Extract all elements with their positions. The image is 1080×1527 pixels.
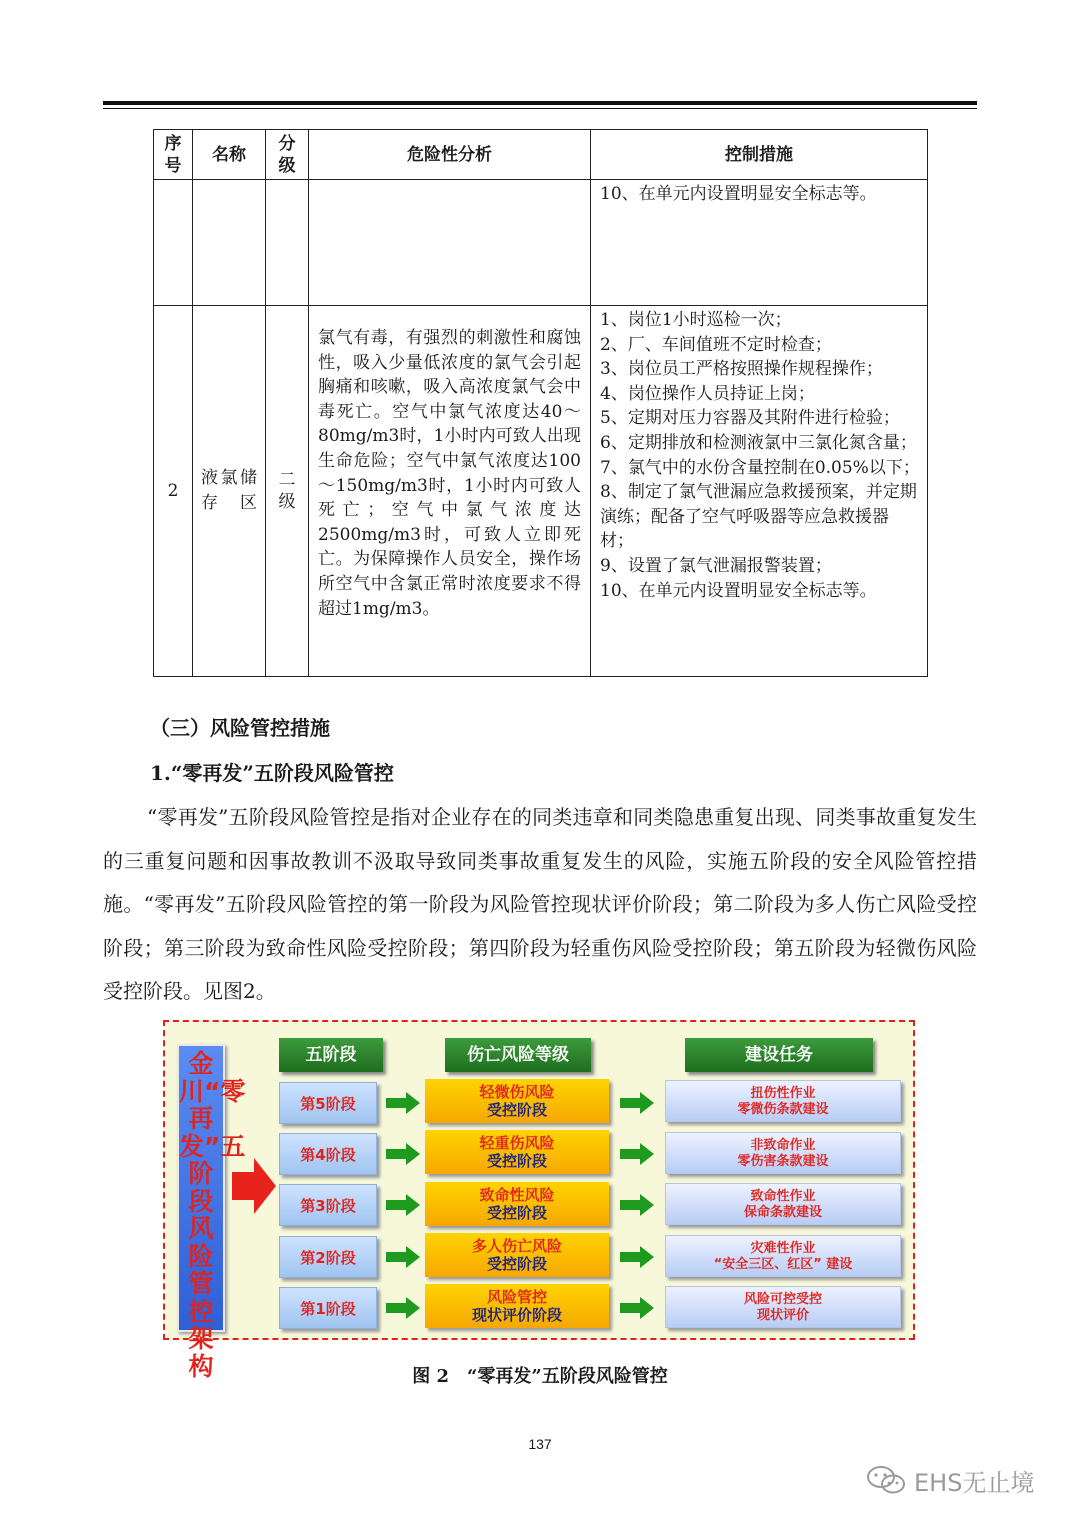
framework-title: 金川“零再发”五阶段风险管控架构 (179, 1049, 246, 1381)
green-arrow-icon (386, 1143, 420, 1165)
green-arrow-icon (386, 1246, 420, 1268)
header-no: 序号 (154, 130, 193, 180)
header-tasks: 建设任务 (685, 1038, 873, 1072)
subsection-title: 1.“零再发”五阶段风险管控 (150, 761, 394, 785)
row-grade: 二级 (266, 306, 309, 677)
table-row (154, 306, 928, 677)
watermark-text: EHS无止境 (914, 1468, 1035, 1497)
table-header-row (154, 130, 928, 180)
table-row (154, 180, 928, 306)
figure-caption: 图 2 “零再发”五阶段风险管控 (412, 1366, 668, 1387)
header-control: 控制措施 (591, 130, 928, 180)
green-arrow-icon (620, 1246, 654, 1268)
task-1: 风险可控受控 现状评价 (665, 1286, 901, 1328)
stage-3: 第3阶段 (279, 1184, 377, 1226)
control-measures-cell: 1、岗位1小时巡检一次； 2、厂、车间值班不定时检查； 3、岗位员工严格按照操作规程操作； 4、岗位操作人员持证上岗； 5、定期对压力容器及其附件进行检验； 6、定期排放和检测液氯中三氯化氮含量； 7、氯气中的水份含量控制在0.05%以下； 8、制定了氯气泄漏应急救援预案，并定期演练；配备了空气呼吸器等应急救援器材； 9、设置了氯气泄漏报警装置； 10、在单元内设置明显安全标志等。 (591, 306, 928, 677)
watermark (866, 1462, 1034, 1498)
green-arrow-icon (386, 1297, 420, 1319)
task-3: 致命性作业 保命条款建设 (665, 1183, 901, 1225)
header-rule (103, 101, 977, 105)
hazard-analysis-cell: 氯气有毒，有强烈的刺激性和腐蚀性，吸入少量低浓度的氯气会引起胸痛和咳嗽，吸入高浓度氯气会中毒死亡。空气中氯气浓度达40～80mg/m3时，1小时内可致人出现生命危险；空气中氯气浓度达100～150mg/m3时，1小时内可致人死亡；空气中氯气浓度达2500mg/m3时，可致人立即死亡。为保障操作人员安全，操作场所空气中含氯正常时浓度要求不得超过1mg/m3。 (309, 306, 591, 677)
framework-title-box (177, 1044, 246, 1381)
control-cell: 10、在单元内设置明显安全标志等。 (591, 180, 928, 306)
page-number: 137 (528, 1436, 552, 1452)
risk-level-4: 轻重伤风险 受控阶段 (425, 1130, 609, 1174)
task-5: 扭伤性作业 零微伤条款建设 (665, 1080, 901, 1122)
row-number: 2 (154, 306, 193, 677)
big-red-arrow-icon (232, 1158, 276, 1214)
body-paragraph: “零再发”五阶段风险管控是指对企业存在的同类违章和同类隐患重复出现、同类事故重复发生的三重复问题和因事故教训不汲取导致同类事故重复发生的风险，实施五阶段的安全风险管控措施。“零再发”五阶段风险管控的第一阶段为风险管控现状评价阶段；第二阶段为多人伤亡风险受控阶段；第三阶段为致命性风险受控阶段；第四阶段为轻重伤风险受控阶段；第五阶段为轻微伤风险受控阶段。见图2。 (103, 805, 977, 1003)
stage-4: 第4阶段 (279, 1133, 377, 1175)
risk-level-1: 风险管控 现状评价阶段 (425, 1284, 609, 1328)
green-arrow-icon (620, 1092, 654, 1114)
header-name: 名称 (193, 130, 266, 180)
task-2: 灾难性作业 “安全三区、红区” 建设 (665, 1235, 901, 1277)
stage-5: 第5阶段 (279, 1082, 377, 1124)
header-grade: 分级 (266, 130, 309, 180)
risk-level-2: 多人伤亡风险 受控阶段 (425, 1233, 609, 1277)
task-4: 非致命作业 零伤害条款建设 (665, 1132, 901, 1174)
risk-level-3: 致命性风险 受控阶段 (425, 1182, 609, 1226)
section-title: （三）风险管控措施 (150, 716, 330, 740)
green-arrow-icon (620, 1297, 654, 1319)
green-arrow-icon (620, 1194, 654, 1216)
stage-1: 第1阶段 (279, 1287, 377, 1329)
header-stages: 五阶段 (279, 1038, 383, 1072)
green-arrow-icon (386, 1194, 420, 1216)
row-name: 液氯储存区 (193, 306, 266, 677)
stage-2: 第2阶段 (279, 1236, 377, 1278)
header-risk-level: 伤亡风险等级 (445, 1038, 591, 1072)
header-hazard: 危险性分析 (309, 130, 591, 180)
green-arrow-icon (386, 1092, 420, 1114)
risk-level-5: 轻微伤风险 受控阶段 (425, 1079, 609, 1123)
header-rule-thin (103, 108, 977, 109)
wechat-icon (866, 1464, 906, 1496)
risk-table (153, 129, 928, 677)
green-arrow-icon (620, 1143, 654, 1165)
